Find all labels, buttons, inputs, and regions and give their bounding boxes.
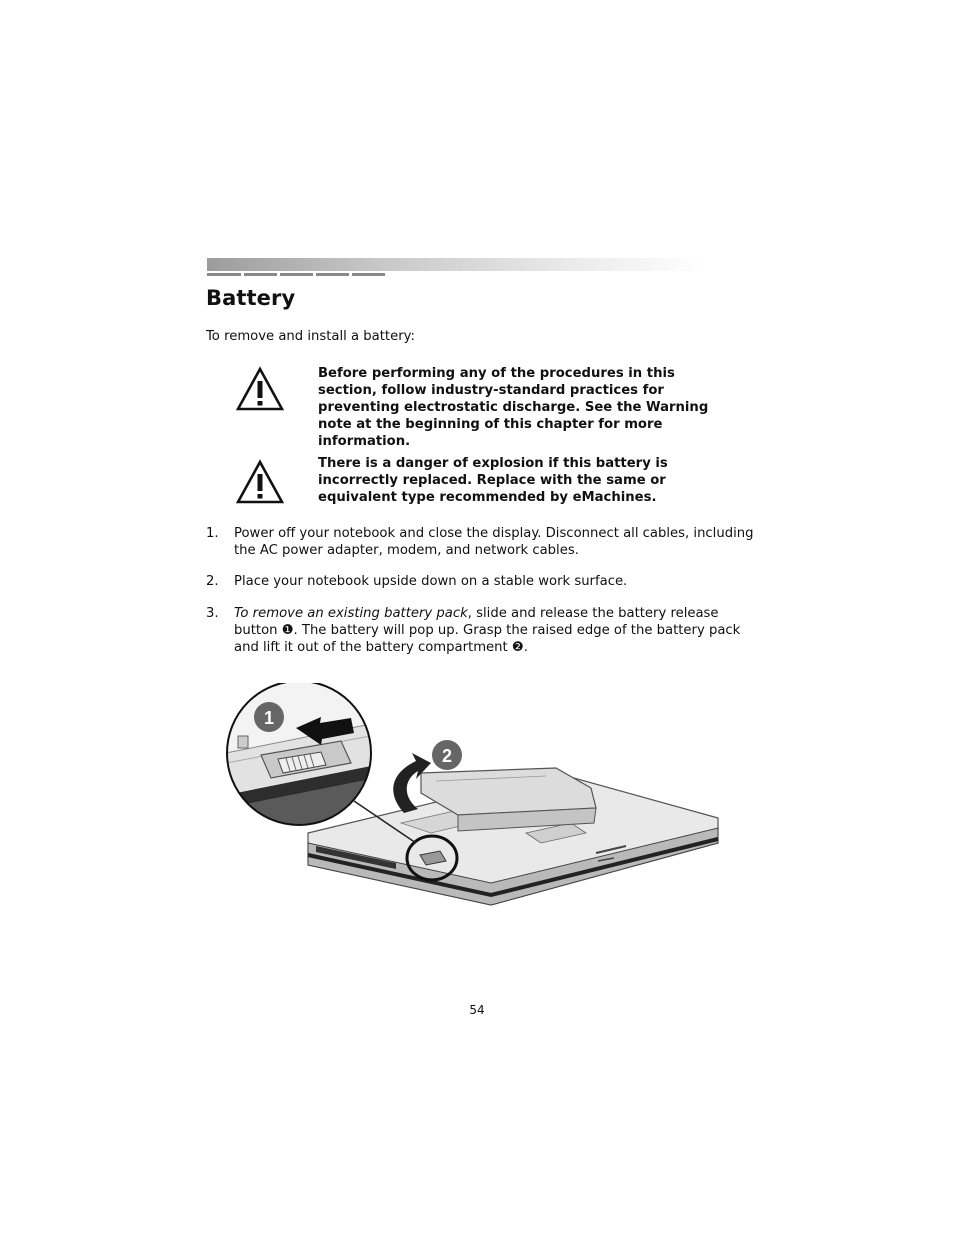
step-text: Power off your notebook and close the display. Disconnect all cables, including the AC power adapter, modem, and network cables. [234, 526, 754, 558]
callout-2-label: 2 [441, 746, 453, 766]
step-emphasis: To remove an existing battery pack [234, 606, 468, 621]
step-text-rest: , slide and release the battery release button ❶. The battery will pop up. Grasp the raised edge of the battery pack and lift it out of the battery compartment ❷. [234, 606, 741, 655]
step-text [234, 605, 764, 656]
step-number: 1. [206, 526, 219, 541]
intro-text: To remove and install a battery: [206, 329, 415, 344]
page-number: 54 [469, 1003, 485, 1017]
page-title: Battery [206, 286, 296, 310]
warning-text-explosion: There is a danger of explosion if this battery is incorrectly replaced. Replace with the same or equivalent type recommended by eMachines. [318, 456, 668, 505]
callout-1-label: 1 [263, 708, 275, 728]
step-text: Place your notebook upside down on a stable work surface. [234, 574, 628, 589]
warning-triangle-icon [236, 459, 284, 505]
step-number: 2. [206, 574, 219, 589]
battery-removal-illustration [226, 683, 722, 913]
section-header-segments [207, 273, 385, 276]
step-number: 3. [206, 606, 219, 621]
section-header-bar [207, 258, 705, 271]
warning-triangle-icon [236, 366, 284, 412]
warning-text-esd: Before performing any of the procedures in this section, follow industry-standard practices for preventing electrostatic discharge. See the Warning note at the beginning of this chapter for more information. [318, 366, 709, 449]
